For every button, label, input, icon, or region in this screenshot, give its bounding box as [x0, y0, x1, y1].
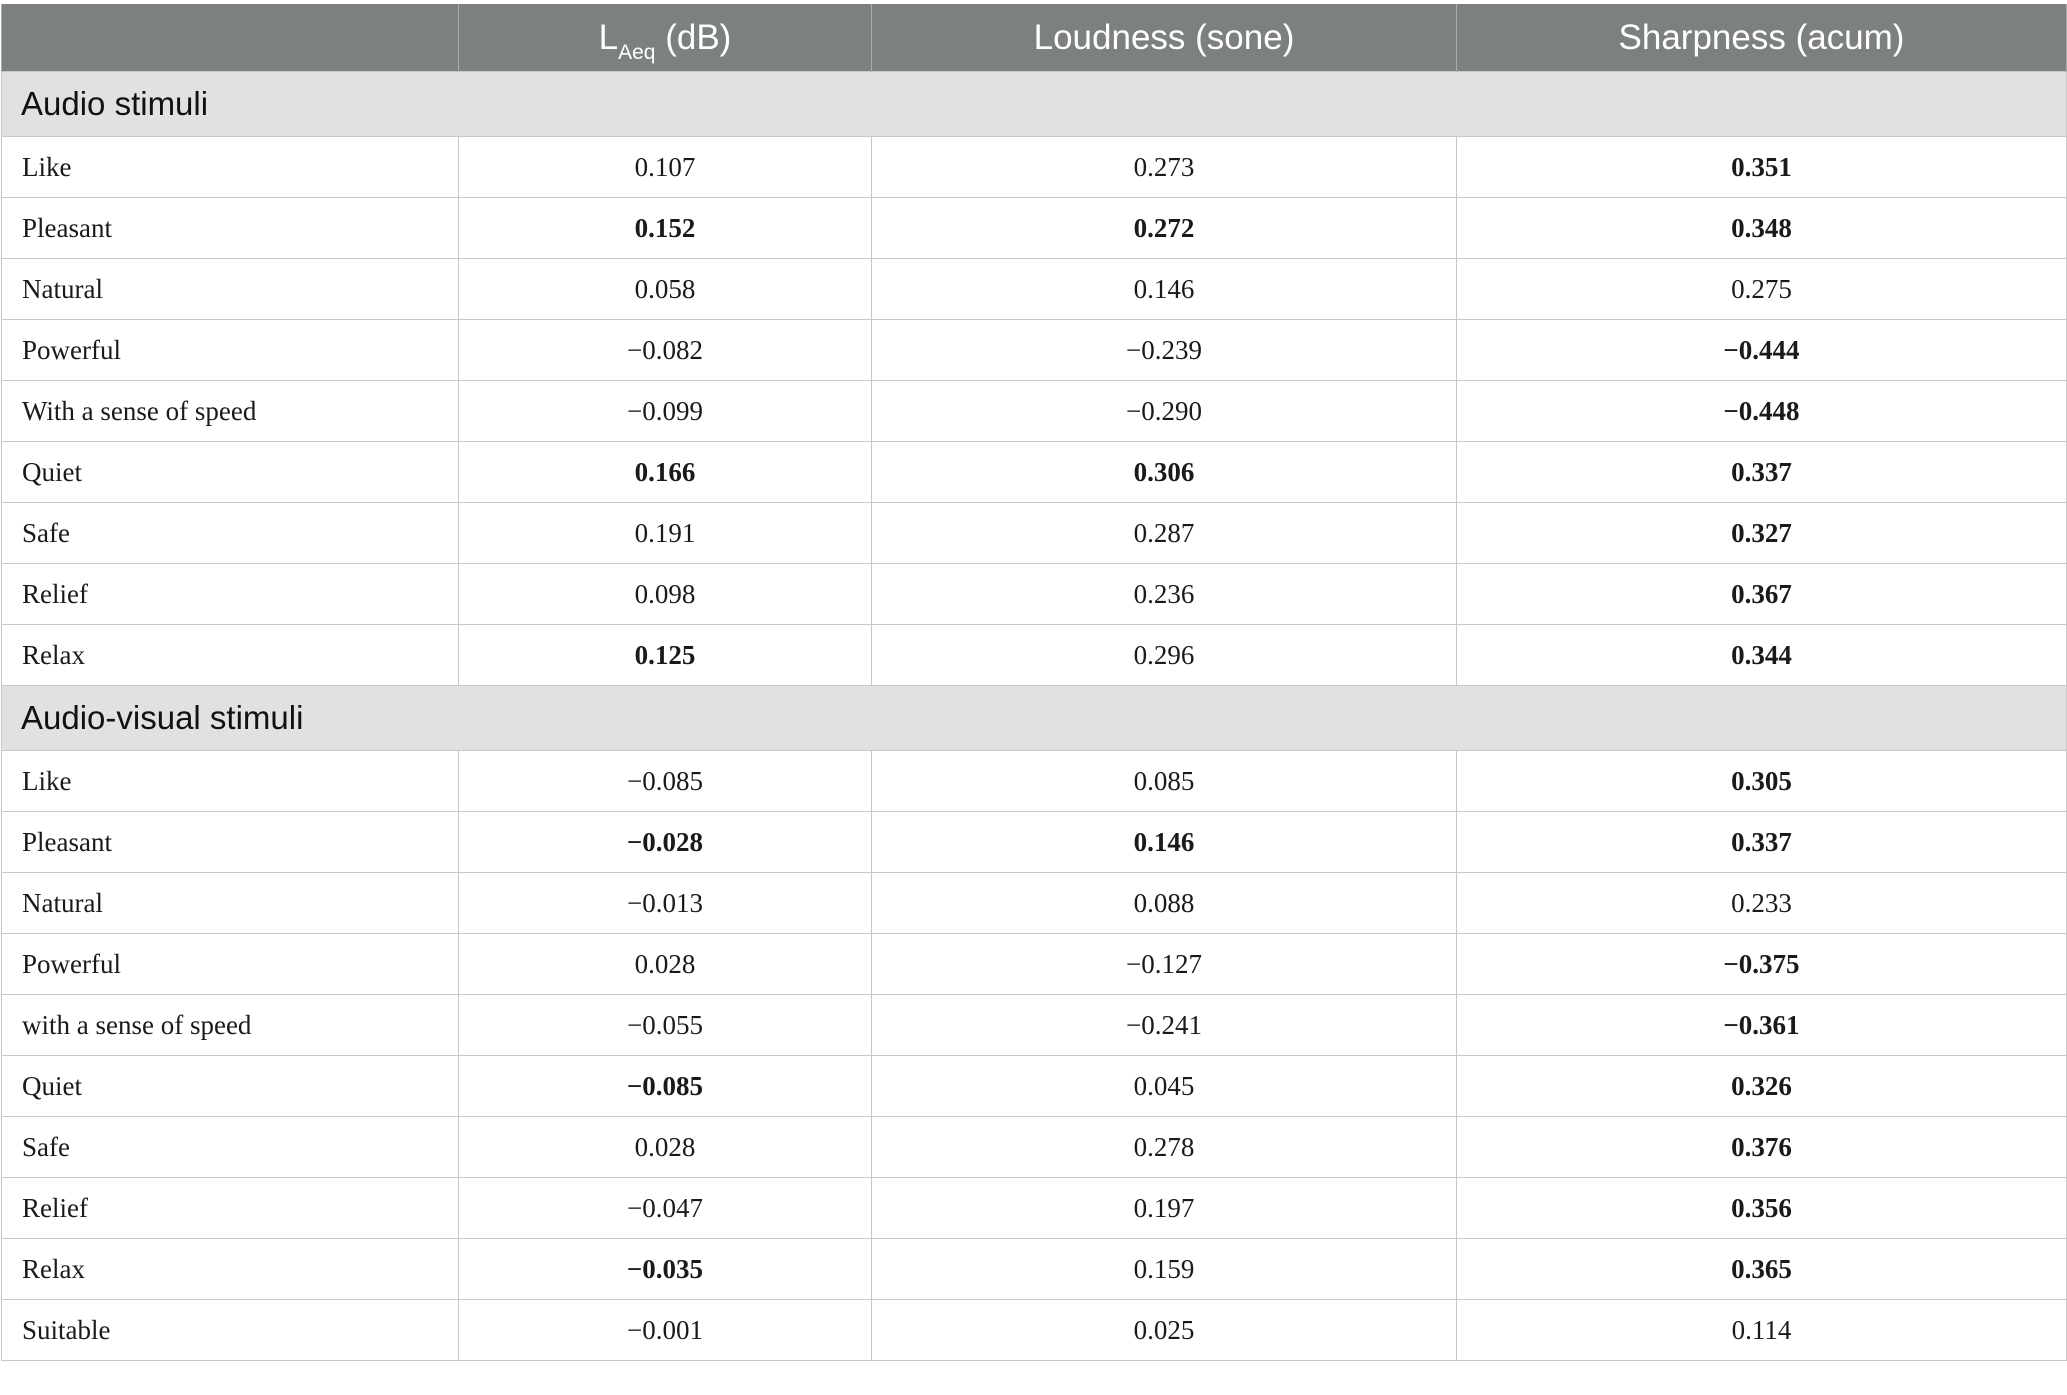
cell-laeq: −0.085: [459, 751, 872, 812]
table-row: [2, 812, 2067, 873]
cell-loudness: −0.127: [872, 934, 1457, 995]
table-row: [2, 1056, 2067, 1117]
cell-loudness: 0.025: [872, 1300, 1457, 1361]
cell-sharpness: −0.375: [1457, 934, 2067, 995]
cell-laeq: −0.001: [459, 1300, 872, 1361]
row-label: Quiet: [2, 442, 459, 503]
header-sharpness: Sharpness (acum): [1457, 4, 2067, 72]
header-loudness: Loudness (sone): [872, 4, 1457, 72]
cell-loudness: 0.197: [872, 1178, 1457, 1239]
cell-loudness: 0.085: [872, 751, 1457, 812]
cell-sharpness: 0.365: [1457, 1239, 2067, 1300]
table-row: [2, 751, 2067, 812]
section-title: Audio stimuli: [2, 72, 2067, 137]
cell-sharpness: −0.361: [1457, 995, 2067, 1056]
table-row: [2, 995, 2067, 1056]
correlation-table: [1, 4, 2067, 1361]
cell-sharpness: 0.348: [1457, 198, 2067, 259]
table-row: [2, 381, 2067, 442]
cell-sharpness: 0.337: [1457, 812, 2067, 873]
section-header-row: [2, 72, 2067, 137]
table-body: [2, 72, 2067, 1361]
cell-loudness: 0.088: [872, 873, 1457, 934]
cell-loudness: 0.287: [872, 503, 1457, 564]
table-row: [2, 442, 2067, 503]
table-row: [2, 873, 2067, 934]
cell-laeq: 0.107: [459, 137, 872, 198]
table-header: [2, 4, 2067, 72]
header-laeq-subscript: Aeq: [618, 40, 656, 64]
row-label: Quiet: [2, 1056, 459, 1117]
cell-sharpness: 0.344: [1457, 625, 2067, 686]
cell-laeq: 0.098: [459, 564, 872, 625]
table-row: [2, 1300, 2067, 1361]
cell-sharpness: 0.305: [1457, 751, 2067, 812]
cell-loudness: −0.239: [872, 320, 1457, 381]
row-label: Relax: [2, 1239, 459, 1300]
cell-laeq: −0.099: [459, 381, 872, 442]
cell-loudness: 0.296: [872, 625, 1457, 686]
cell-sharpness: 0.376: [1457, 1117, 2067, 1178]
cell-laeq: −0.035: [459, 1239, 872, 1300]
cell-laeq: −0.013: [459, 873, 872, 934]
row-label: Pleasant: [2, 812, 459, 873]
table-row: [2, 1117, 2067, 1178]
cell-loudness: 0.146: [872, 259, 1457, 320]
section-title: Audio-visual stimuli: [2, 686, 2067, 751]
table-row: [2, 625, 2067, 686]
table-row: [2, 934, 2067, 995]
row-label: Powerful: [2, 320, 459, 381]
row-label: Relax: [2, 625, 459, 686]
header-laeq-unit: (dB): [655, 17, 732, 57]
cell-loudness: −0.290: [872, 381, 1457, 442]
header-label-column: [2, 4, 459, 72]
cell-laeq: −0.028: [459, 812, 872, 873]
cell-laeq: 0.152: [459, 198, 872, 259]
cell-loudness: 0.045: [872, 1056, 1457, 1117]
cell-loudness: 0.273: [872, 137, 1457, 198]
table-row: [2, 198, 2067, 259]
table-row: [2, 1239, 2067, 1300]
cell-laeq: −0.085: [459, 1056, 872, 1117]
header-laeq-main: L: [598, 17, 619, 57]
cell-loudness: 0.306: [872, 442, 1457, 503]
row-label: Safe: [2, 503, 459, 564]
cell-laeq: 0.191: [459, 503, 872, 564]
cell-sharpness: 0.356: [1457, 1178, 2067, 1239]
header-row: [2, 4, 2067, 72]
cell-loudness: 0.159: [872, 1239, 1457, 1300]
cell-laeq: −0.047: [459, 1178, 872, 1239]
row-label: Like: [2, 751, 459, 812]
row-label: Natural: [2, 873, 459, 934]
row-label: Pleasant: [2, 198, 459, 259]
table-row: [2, 564, 2067, 625]
row-label: Like: [2, 137, 459, 198]
cell-sharpness: −0.448: [1457, 381, 2067, 442]
cell-loudness: 0.278: [872, 1117, 1457, 1178]
row-label: Powerful: [2, 934, 459, 995]
cell-laeq: −0.055: [459, 995, 872, 1056]
row-label: with a sense of speed: [2, 995, 459, 1056]
cell-laeq: 0.166: [459, 442, 872, 503]
cell-sharpness: 0.275: [1457, 259, 2067, 320]
cell-laeq: 0.125: [459, 625, 872, 686]
header-laeq: [459, 4, 872, 72]
section-header-row: [2, 686, 2067, 751]
cell-sharpness: 0.114: [1457, 1300, 2067, 1361]
cell-loudness: 0.236: [872, 564, 1457, 625]
cell-sharpness: −0.444: [1457, 320, 2067, 381]
cell-loudness: 0.146: [872, 812, 1457, 873]
table-row: [2, 1178, 2067, 1239]
cell-sharpness: 0.351: [1457, 137, 2067, 198]
row-label: With a sense of speed: [2, 381, 459, 442]
cell-loudness: −0.241: [872, 995, 1457, 1056]
cell-sharpness: 0.367: [1457, 564, 2067, 625]
row-label: Suitable: [2, 1300, 459, 1361]
table-row: [2, 320, 2067, 381]
row-label: Relief: [2, 564, 459, 625]
row-label: Safe: [2, 1117, 459, 1178]
cell-laeq: 0.028: [459, 1117, 872, 1178]
table-row: [2, 259, 2067, 320]
table-row: [2, 137, 2067, 198]
row-label: Natural: [2, 259, 459, 320]
cell-sharpness: 0.233: [1457, 873, 2067, 934]
row-label: Relief: [2, 1178, 459, 1239]
table-row: [2, 503, 2067, 564]
cell-sharpness: 0.326: [1457, 1056, 2067, 1117]
cell-sharpness: 0.337: [1457, 442, 2067, 503]
cell-sharpness: 0.327: [1457, 503, 2067, 564]
cell-laeq: 0.058: [459, 259, 872, 320]
cell-loudness: 0.272: [872, 198, 1457, 259]
cell-laeq: −0.082: [459, 320, 872, 381]
cell-laeq: 0.028: [459, 934, 872, 995]
